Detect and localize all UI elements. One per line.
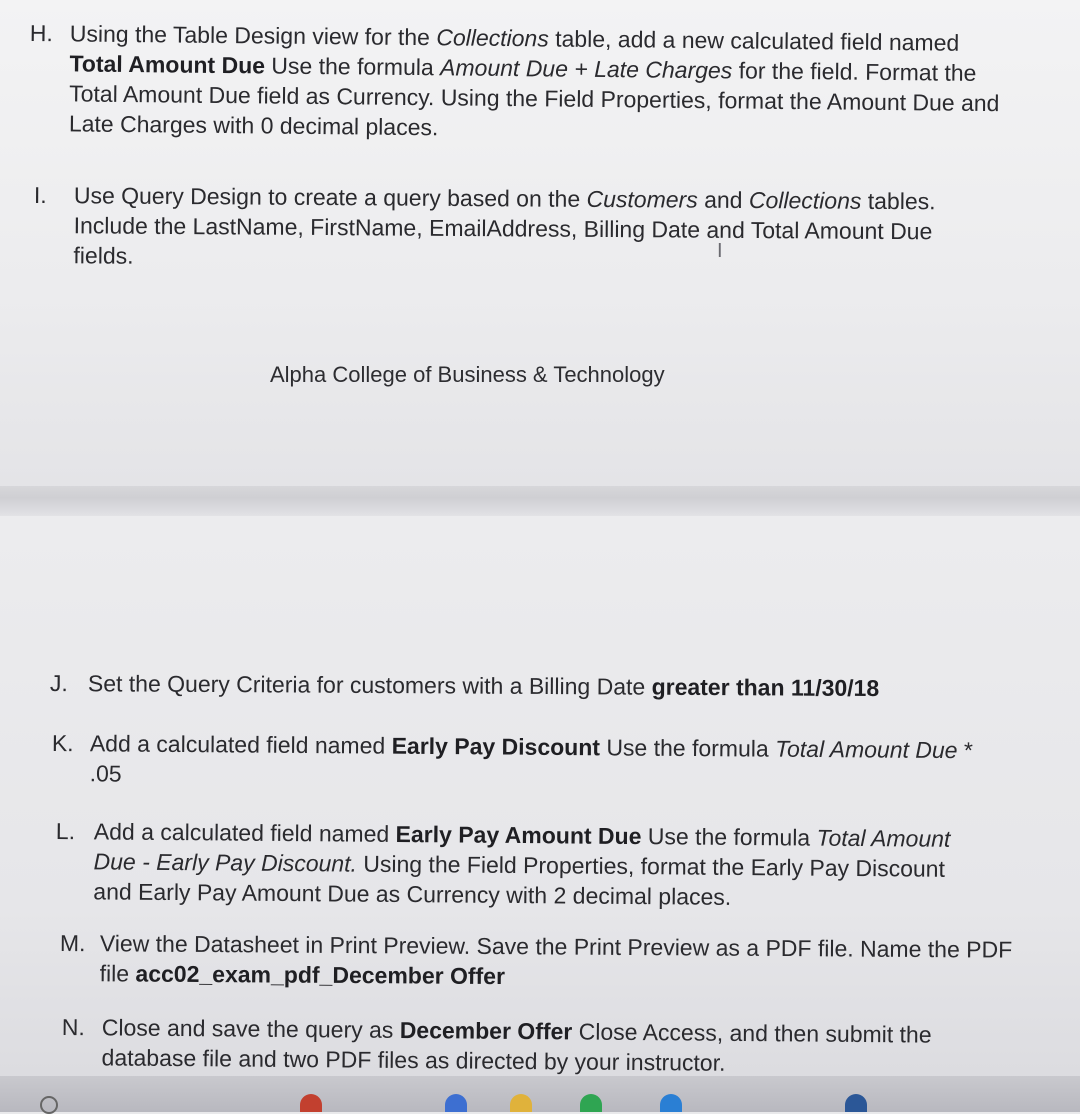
- instruction-letter: K.: [51, 729, 74, 757]
- app-icon[interactable]: [845, 1094, 867, 1112]
- app-icon[interactable]: [300, 1094, 322, 1112]
- search-icon[interactable]: [40, 1096, 58, 1114]
- instruction-letter: L.: [55, 817, 76, 845]
- instruction-letter: M.: [59, 929, 86, 957]
- instruction-j: J. Set the Query Criteria for customers with a Billing Date greater than 11/30/18: [49, 669, 880, 702]
- app-icon[interactable]: [445, 1094, 467, 1112]
- instruction-l: L. Add a calculated field named Early Pay Amount Due Use the formula Total Amount Due - Early Pay Discount. Using the Field Properties, format the Early Pay Discount and Early Pay Amount Due as Currency with 2 decimal places.: [55, 817, 951, 910]
- page-footer: Alpha College of Business & Technology: [270, 362, 665, 387]
- instruction-i: I. Use Query Design to create a query based on the Customers and Collections tables. Include the LastName, FirstName, EmailAddress, Billing Date and Total Amount Due fields.: [33, 181, 936, 269]
- instruction-letter: N.: [61, 1013, 85, 1041]
- app-icon[interactable]: [660, 1094, 682, 1112]
- text-cursor-icon: I: [717, 240, 723, 262]
- instruction-n: N. Close and save the query as December Offer Close Access, and then submit the database file and two PDF files as directed by your instructor.: [61, 1013, 932, 1076]
- instruction-k: K. Add a calculated field named Early Pay Discount Use the formula Total Amount Due * .05: [51, 729, 973, 787]
- instruction-m: M. View the Datasheet in Print Preview. Save the Print Preview as a PDF file. Name the PDF file acc02_exam_pdf_December Offer: [59, 929, 1013, 990]
- instruction-h: H. Using the Table Design view for the Collections table, add a new calculated field named Total Amount Due Use the formula Amount Due + Late Charges for the field. Format the Total Amount Due field as Currency. Using the Field Properties, format the Amount Due and Late Charges with 0 decimal places.: [29, 19, 1000, 141]
- page-break: [0, 486, 1080, 516]
- app-icon[interactable]: [580, 1094, 602, 1112]
- instruction-letter: J.: [49, 669, 68, 697]
- instruction-letter: I.: [33, 181, 47, 209]
- taskbar: [0, 1076, 1080, 1112]
- instruction-letter: H.: [29, 19, 53, 47]
- app-icon[interactable]: [510, 1094, 532, 1112]
